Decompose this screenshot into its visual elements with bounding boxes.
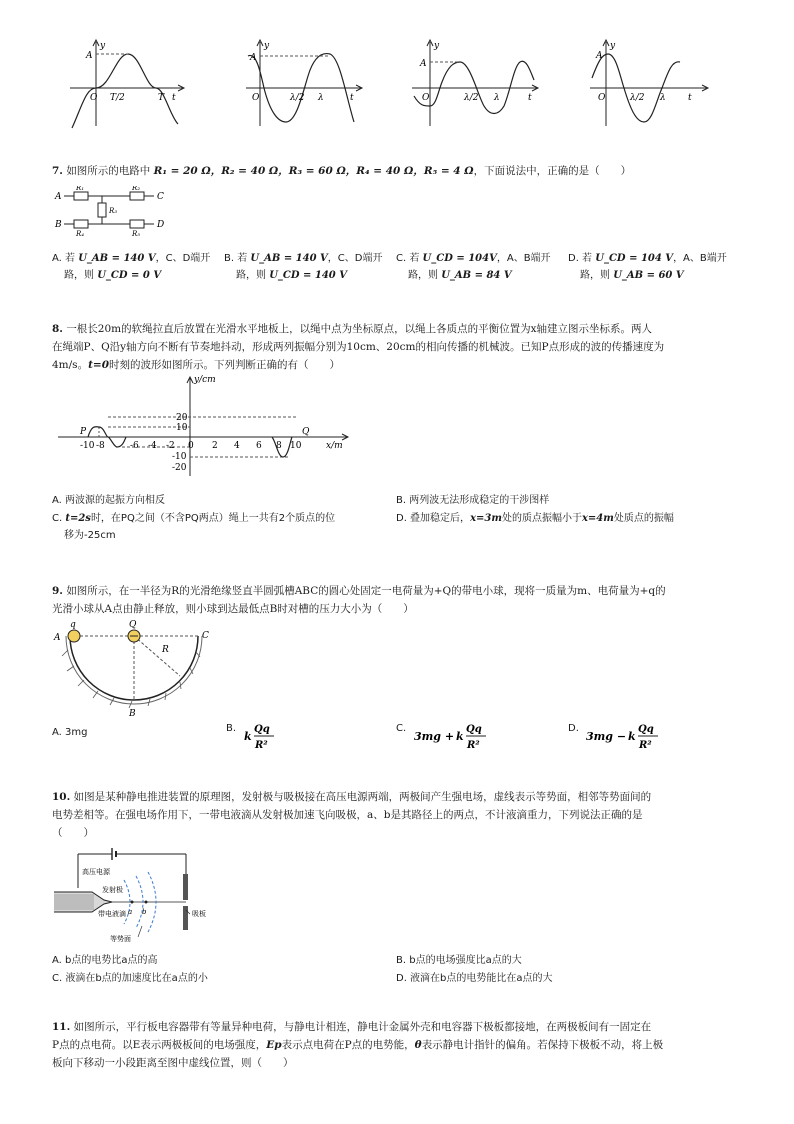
q7-option-b[interactable] [224,250,389,284]
question-number: 8. [52,323,63,335]
wave-graph [58,372,358,478]
graph-3 [408,36,543,131]
equipotential-label: 等势面 [110,935,131,943]
semicircle-figure [52,620,222,720]
option-math: t=2s [65,513,91,524]
amp-label: A [86,51,93,61]
option-math: U_AB = 60 V [613,270,684,281]
ytick: 20 [176,413,188,423]
option-text: C. 若 [396,253,423,264]
option-text: 移为-25cm [64,530,116,541]
x-axis-label: x/m [326,441,343,451]
point-a: A [54,633,61,643]
stem-text: （ ） [52,827,94,839]
xtick: 0 [188,441,194,451]
axis-y-label: y [434,41,440,51]
wave-q [272,437,292,457]
node-a: A [55,192,62,202]
xtick: -6 [130,441,139,451]
graph-4 [584,36,714,131]
circuit-diagram [54,186,166,236]
stem-text: 时刻的波形如图所示。下列判断正确的有（ ） [109,359,341,371]
option-text: A. 若 [52,253,79,264]
y-axis-label: y/cm [194,375,216,385]
q7-option-d[interactable] [568,250,744,284]
stem-text: 板向下移动一小段距离至图中虚线位置，则（ ） [52,1057,294,1069]
radius-label: R [162,645,169,655]
ytick: -10 [172,452,187,462]
label-r2: R₂ [132,186,141,192]
option-text: 处质点的振幅 [613,513,674,524]
formula-num: Qq [254,724,270,735]
option-math: x=3m [470,513,502,524]
q7-option-a[interactable] [52,250,217,284]
question-9-stem [52,582,742,618]
stem-text: 电势差相等。在强电场作用下，一带电液滴从发射极加速飞向吸极，a、b是其路径上的两点，不计液滴重力，下列说法正确的是 [52,809,643,821]
option-math: U_CD = 140 V [269,270,347,281]
stem-math: Ep [266,1039,282,1051]
q7-option-c[interactable] [396,250,564,284]
q10-option-b[interactable]: B. b点的电场强度比a点的大 [396,955,522,966]
origin-label: O [90,93,98,103]
axis-t-label: t [688,93,692,103]
thruster-figure [52,844,212,944]
power-label: 高压电源 [82,868,110,876]
stem-text: ，下面说法中，正确的是（ ） [473,165,632,177]
emitter-label: 发射极 [102,886,123,894]
question-number: 11. [52,1021,71,1033]
option-text: 时，在PQ之间（不含PQ两点）绳上一共有2个质点的位 [90,513,336,524]
option-text: ，C、D端开 [155,253,211,264]
option-text: D. 若 [568,253,596,264]
q8-option-a[interactable]: A. 两波源的起振方向相反 [52,495,166,506]
node-d: D [157,220,165,230]
stem-text: 4m/s。 [52,359,89,371]
full-label: λ [494,93,500,103]
stem-text: 在绳端P、Q沿y轴方向不断有节奏地抖动，形成两列振幅分别为10cm、20cm的相向传播的机械波。已知P点形成的波的传播速度为 [52,341,665,353]
question-11-stem [52,1018,742,1072]
point-b: b [142,908,147,916]
formula-3mg-plus [412,720,512,754]
stem-text: 一根长20m的软绳拉直后放置在光滑水平地板上，以绳中点为坐标原点，以绳上各质点的平衡位置为x轴建立图示坐标系。两人 [66,323,653,335]
half-label: λ/2 [290,93,305,103]
xtick: 4 [234,441,240,451]
amp-label: A [596,51,603,61]
formula-den: R² [255,740,268,751]
option-math: x=4m [581,513,614,524]
stem-text: 如图所示的电路中 [66,165,151,177]
option-text: 路，则 [64,270,98,281]
question-number: 9. [52,585,63,597]
formula-3mg: 3mg − [586,730,627,743]
xtick: -2 [166,441,175,451]
charge-q-small: q [70,620,76,630]
question-number: 7. [52,165,63,177]
q9-option-b[interactable] [226,720,316,754]
stem-math: θ [414,1039,422,1051]
question-7-stem [52,162,742,180]
label-r4: R₄ [76,230,85,236]
point-b: B [129,709,136,719]
option-text: ，C、D端开 [327,253,383,264]
option-math: U_CD = 0 V [97,270,162,281]
origin-label: O [422,93,430,103]
option-text: C. [52,513,66,524]
ytick: -20 [172,463,187,473]
half-label: λ/2 [464,93,479,103]
axis-t-label: t [350,93,354,103]
option-math: U_AB = 84 V [441,270,512,281]
formula-den: R² [639,740,652,751]
xtick: -8 [96,441,105,451]
q9-option-a[interactable]: A. 3mg [52,727,88,738]
xtick: 2 [212,441,218,451]
point-q: Q [302,427,310,437]
option-text: 路，则 [236,270,270,281]
xtick: 10 [290,441,302,451]
xtick: -4 [148,441,157,451]
stem-text: 如图所示，平行板电容器带有等量异种电荷，与静电计相连，静电计金属外壳和电容器下极板都接地，在两极板间有一固定在 [73,1021,652,1033]
full-label: λ [660,93,666,103]
droplet-label: 带电液滴 [98,910,126,918]
formula-num: Qq [466,724,482,735]
xtick: 6 [256,441,262,451]
origin-label: O [252,93,260,103]
question-8-stem [52,320,742,374]
graph-1 [60,36,190,131]
formula-3mg: 3mg + [414,730,455,743]
amp-label: A [250,53,257,63]
q10-option-d[interactable]: D. 液滴在b点的电势能比在a点的大 [396,973,553,984]
option-text: ，A、B端开 [673,253,727,264]
option-text: 路，则 [408,270,442,281]
option-math: U_CD = 104V [422,253,497,264]
curve-3 [414,61,534,113]
axis-y-label: y [100,41,106,51]
label-r5: R₅ [132,230,141,236]
formula-k: k [456,730,464,743]
stem-text: 如图是某种静电推进装置的原理图，发射极与吸极接在高压电源两端，两极间产生强电场，虚线表示等势面，相邻等势面间的 [73,791,652,803]
stem-text: 表示点电荷在P点的电势能， [281,1039,415,1051]
option-math: U_AB = 140 V [78,253,156,264]
point-p: P [80,427,87,437]
option-label: C. [396,723,407,734]
option-text: ，A、B端开 [496,253,551,264]
xtick: -10 [80,441,95,451]
node-b: B [55,220,62,230]
option-text: 处的质点振幅小于 [501,513,582,524]
formula-kqq [242,720,302,754]
formula-k: k [628,730,636,743]
stem-text: 光滑小球从A点由静止释放，则小球到达最低点B时对槽的压力大小为（ ） [52,603,414,615]
origin-label: O [598,93,606,103]
q10-option-a[interactable]: A. b点的电势比a点的高 [52,955,158,966]
option-text: 路，则 [580,270,614,281]
formula-k: k [244,730,252,743]
half-label: T/2 [110,93,125,103]
full-label: λ [318,93,324,103]
formula-num: Qq [638,724,654,735]
option-text: B. 若 [224,253,251,264]
option-text: D. 叠加稳定后， [396,513,471,524]
ytick: 10 [176,423,188,433]
option-math: U_AB = 140 V [250,253,328,264]
axis-t-label: t [528,93,532,103]
node-c: C [157,192,164,202]
stem-text: 表示静电计指针的偏角。若保持下极板不动，将上极 [421,1039,664,1051]
option-math: U_CD = 104 V [595,253,674,264]
amp-label: A [420,59,427,69]
option-label: D. [568,723,579,734]
q9-option-c[interactable] [396,720,516,754]
curve-1 [72,54,178,128]
question-number: 10. [52,791,71,803]
stem-math: t=0 [88,359,110,371]
formula-den: R² [467,740,480,751]
q9-option-d[interactable] [568,720,688,754]
xtick: 8 [276,441,282,451]
graph-2 [238,36,368,131]
collector-label: 吸板 [192,910,206,918]
label-r3: R₃ [109,207,118,215]
question-10-stem [52,788,742,842]
axis-y-label: y [264,41,270,51]
full-label: T [158,93,165,103]
q8-option-b[interactable]: B. 两列波无法形成稳定的干涉图样 [396,495,550,506]
axis-y-label: y [610,41,616,51]
stem-text: P点的点电荷。以E表示两极板间的电场强度， [52,1039,267,1051]
formula-3mg-minus [584,720,684,754]
label-r1: R₁ [76,186,85,192]
q10-option-c[interactable]: C. 液滴在b点的加速度比在a点的小 [52,973,208,984]
q8-option-d[interactable] [396,510,746,527]
stem-text: 如图所示，在一半径为R的光滑绝缘竖直半圆弧槽ABC的圆心处固定一电荷量为+Q的带电小球，现将一质量为m、电荷量为+q的 [66,585,666,597]
axis-t-label: t [172,93,176,103]
charge-q-big: Q [129,620,137,630]
half-label: λ/2 [630,93,645,103]
q8-option-c[interactable] [52,510,392,544]
point-c: C [202,631,209,641]
point-a: a [128,908,133,916]
resistor-values: R₁ = 20 Ω，R₂ = 40 Ω，R₃ = 60 Ω，R₄ = 40 Ω，R₅ = 4 Ω [153,165,474,177]
option-label: B. [226,723,237,734]
